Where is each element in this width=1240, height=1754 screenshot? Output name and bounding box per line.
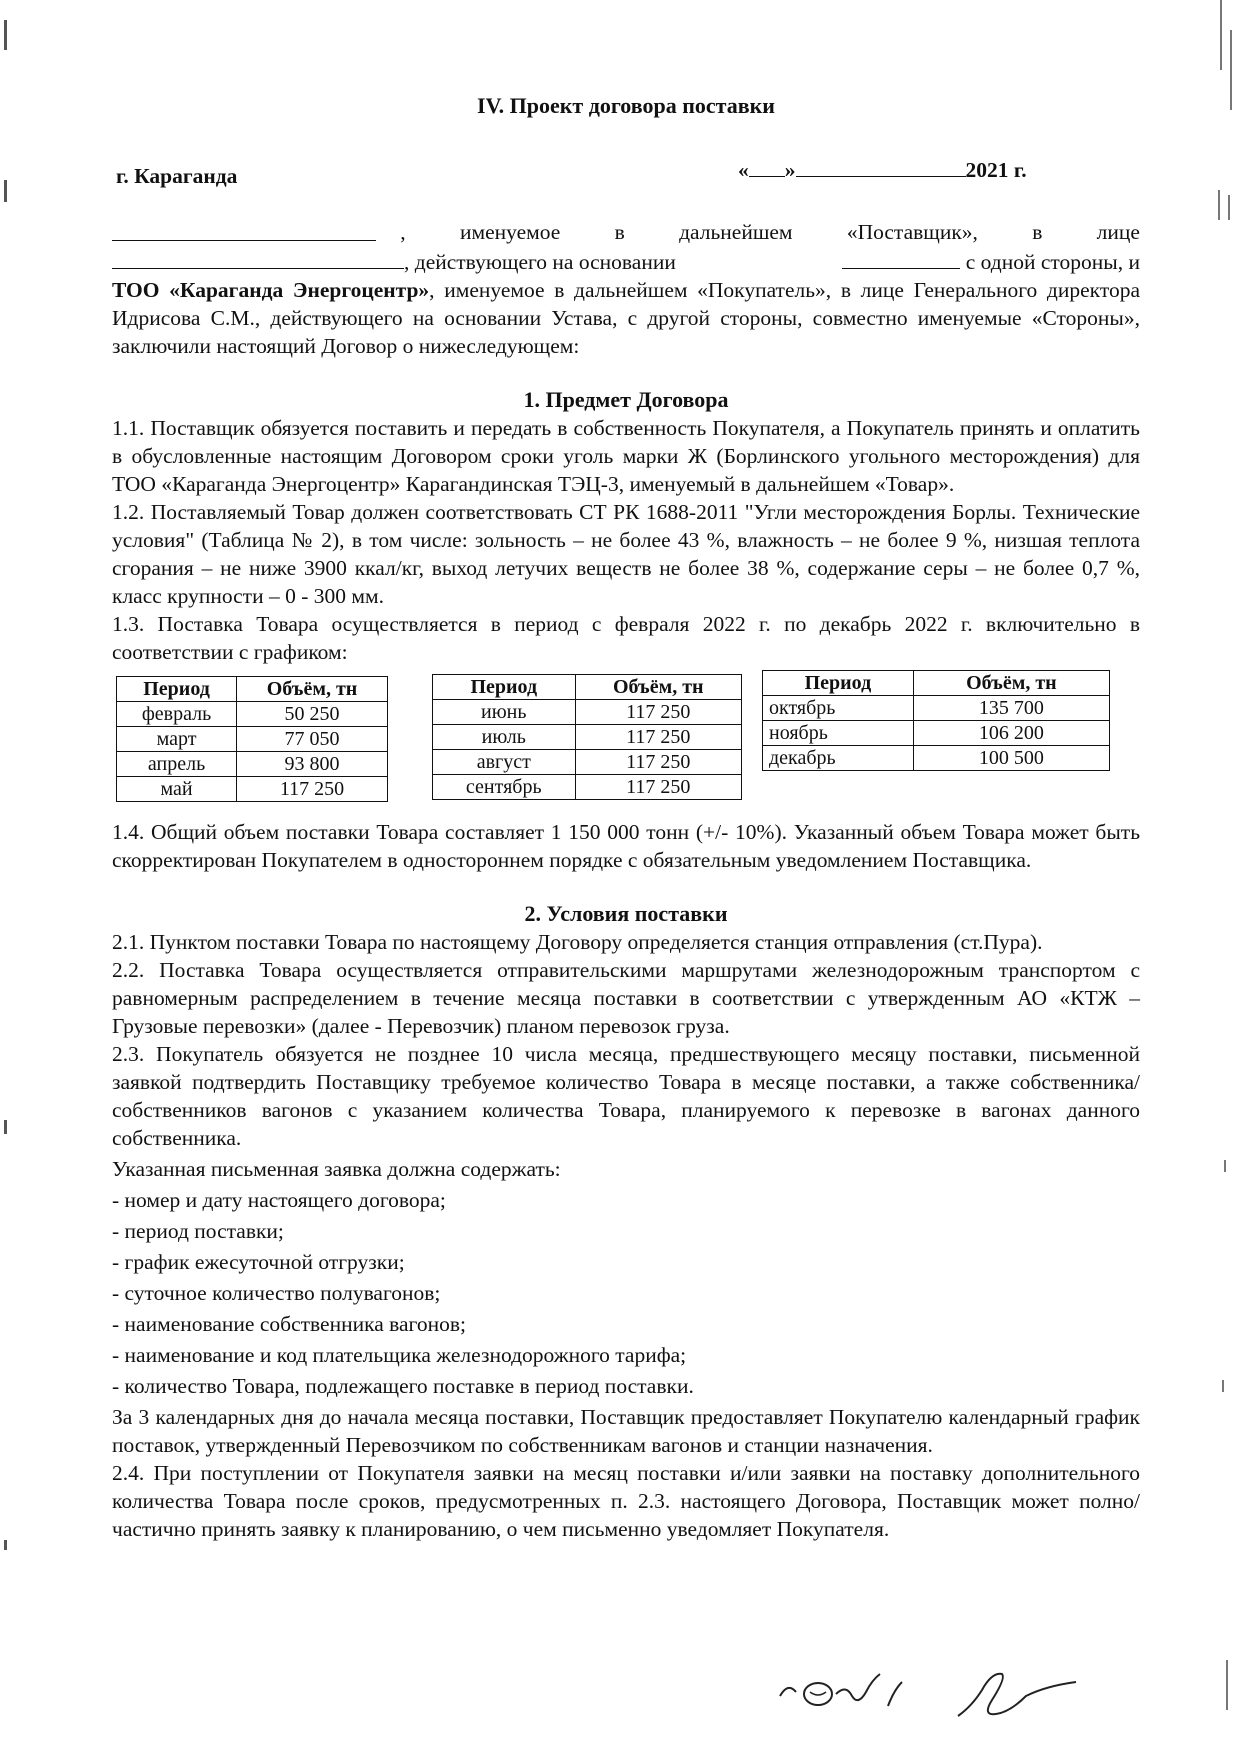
list-item: - номер и дату настоящего договора; bbox=[112, 1188, 446, 1212]
delivery-schedule bbox=[112, 668, 1140, 818]
scan-edge-marks-left bbox=[0, 0, 14, 1754]
clause-1-4: 1.4. Общий объем поставки Товара составляет 1 150 000 тонн (+/- 10%). Указанный объем Товара может быть скорректирован Покупателем в одностороннем порядке с обязательным уведомлением Поставщика. bbox=[112, 820, 1140, 872]
place-date-row bbox=[112, 158, 1140, 194]
table-row: август 117 250 bbox=[433, 750, 742, 775]
schedule-table-3 bbox=[762, 670, 1110, 771]
list-item: - период поставки; bbox=[112, 1219, 284, 1243]
column-header-volume: Объём, тн bbox=[913, 671, 1109, 696]
clause-2-3: 2.3. Покупатель обязуется не позднее 10 числа месяца, предшествующего месяцу поставки, письменной заявкой подтвердить Поставщику требуемое количество Товара в месяце поставки, а также собственника/собственников вагонов с указанием количества Товара, планируемого к перевозке в вагонах данного собственника. bbox=[112, 1042, 1140, 1150]
city: г. Караганда bbox=[116, 164, 238, 188]
table-row: ноябрь 106 200 bbox=[763, 721, 1110, 746]
clause-2-1: 2.1. Пунктом поставки Товара по настоящему Договору определяется станция отправления (ст.Пура). bbox=[112, 930, 1043, 954]
table-row: июль 117 250 bbox=[433, 725, 742, 750]
section-1-title: 1. Предмет Договора bbox=[523, 387, 729, 412]
contract-date: « » 2021 г. bbox=[738, 154, 1027, 184]
table-row: сентябрь 117 250 bbox=[433, 775, 742, 800]
column-header-period: Период bbox=[117, 677, 237, 702]
table-row: июнь 117 250 bbox=[433, 700, 742, 725]
column-header-period: Период bbox=[763, 671, 914, 696]
basis-blank bbox=[842, 246, 960, 269]
buyer-name: ТОО «Караганда Энергоцентр» bbox=[112, 278, 430, 302]
calendar-schedule-paragraph: За 3 календарных дня до начала месяца поставки, Поставщик предоставляет Покупателю календарный график поставок, утвержденный Перевозчиком по собственникам вагонов и станции назначения. bbox=[112, 1405, 1140, 1457]
column-header-period: Период bbox=[433, 675, 576, 700]
request-requirements-list bbox=[112, 1155, 1140, 1400]
list-item: - график ежесуточной отгрузки; bbox=[112, 1250, 405, 1274]
supplier-name-blank bbox=[112, 218, 376, 241]
representative-line: , действующего на основании с одной стороны, и bbox=[112, 246, 1140, 276]
schedule-table-2 bbox=[432, 674, 742, 800]
column-header-volume: Объём, тн bbox=[237, 677, 388, 702]
buyer-paragraph: ТОО «Караганда Энергоцентр», именуемое в дальнейшем «Покупатель», в лице Генерального директора Идрисова С.М., действующего на основании Устава, с другой стороны, совместно именуемые «Стороны», заключили настоящий Договор о нижеследующем: bbox=[112, 278, 1140, 358]
column-header-volume: Объём, тн bbox=[575, 675, 741, 700]
clause-1-3: 1.3. Поставка Товара осуществляется в период с февраля 2022 г. по декабрь 2022 г. включительно в соответствии с графиком: bbox=[112, 612, 1140, 664]
table-row: март 77 050 bbox=[117, 727, 388, 752]
representative-blank bbox=[112, 246, 404, 269]
list-item: - наименование и код плательщика железнодорожного тарифа; bbox=[112, 1343, 687, 1367]
scan-edge-marks-right bbox=[1210, 0, 1240, 1754]
table-row: апрель 93 800 bbox=[117, 752, 388, 777]
table-row: май 117 250 bbox=[117, 777, 388, 802]
document-title: IV. Проект договора поставки bbox=[477, 93, 775, 118]
table-row: октябрь 135 700 bbox=[763, 696, 1110, 721]
supplier-line: , именуемое в дальнейшем «Поставщик», в лице bbox=[112, 218, 1140, 246]
list-item: - количество Товара, подлежащего поставке в период поставки. bbox=[112, 1374, 694, 1398]
clause-1-1: 1.1. Поставщик обязуется поставить и передать в собственность Покупателя, а Покупатель принять и оплатить в обусловленные настоящим Договором сроки уголь марки Ж (Борлинского угольного месторождения) для ТОО «Караганда Энергоцентр» Карагандинская ТЭЦ-3, именуемый в дальнейшем «Товар». bbox=[112, 416, 1140, 496]
table-row: февраль 50 250 bbox=[117, 702, 388, 727]
list-item: - суточное количество полувагонов; bbox=[112, 1281, 441, 1305]
table-row: декабрь 100 500 bbox=[763, 746, 1110, 771]
clause-2-4: 2.4. При поступлении от Покупателя заявки на месяц поставки и/или заявки на поставку дополнительного количества Товара после сроков, предусмотренных п. 2.3. настоящего Договора, Поставщик может полно/частично принять заявку к планированию, о чем письменно уведомляет Покупателя. bbox=[112, 1461, 1140, 1541]
clause-1-2: 1.2. Поставляемый Товар должен соответствовать СТ РК 1688-2011 "Угли месторождения Борлы. Технические условия" (Таблица № 2), в том числе: зольность – не более 43 %, влажность – не более 9 %, низшая теплота сгорания – не ниже 3900 ккал/кг, выход летучих веществ не более 38 %, содержание серы – не более 0,7 %, класс крупности – 0 - 300 мм. bbox=[112, 500, 1140, 608]
list-item: - наименование собственника вагонов; bbox=[112, 1312, 466, 1336]
parties-preamble bbox=[112, 218, 1140, 360]
schedule-table-1 bbox=[116, 676, 388, 802]
section-2-title: 2. Условия поставки bbox=[524, 901, 728, 926]
handwritten-signatures bbox=[770, 1656, 1110, 1730]
clause-2-2: 2.2. Поставка Товара осуществляется отправительскими маршрутами железнодорожным транспортом с равномерным распределением в течение месяца поставки в соответствии с утвержденным АО «КТЖ – Грузовые перевозки» (далее - Перевозчик) планом перевозок груза. bbox=[112, 958, 1140, 1038]
document-body bbox=[112, 92, 1140, 1543]
list-intro: Указанная письменная заявка должна содержать: bbox=[112, 1157, 561, 1181]
